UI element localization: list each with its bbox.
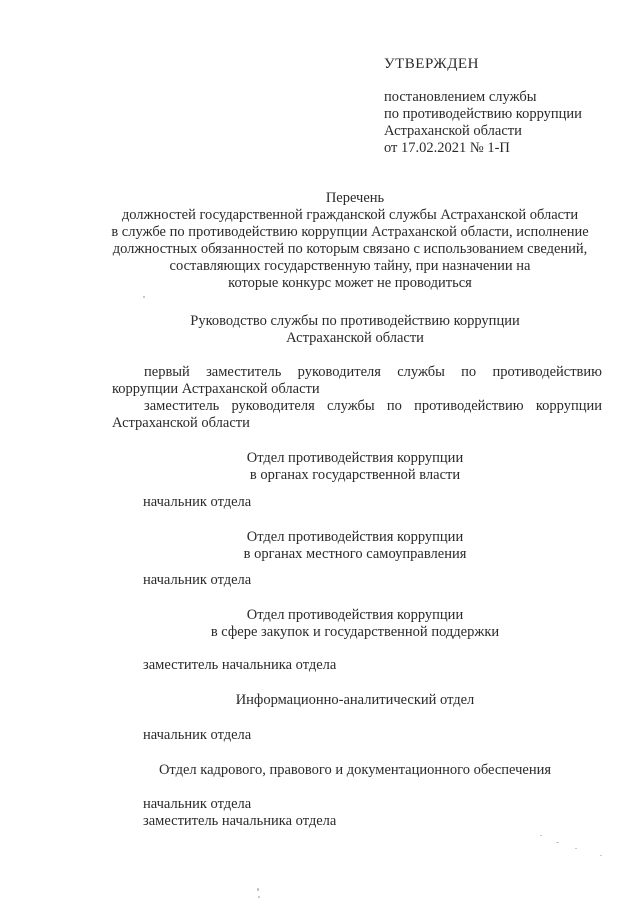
approval-block [384,56,624,157]
section-heading: Информационно-аналитический отдел [235,692,475,708]
position-item: заместитель начальника отдела [143,813,337,829]
position-item: начальник отдела [143,796,252,812]
section-heading: Отдел противодействия коррупции [246,450,464,466]
position-item: начальник отдела [143,494,252,510]
title-line: должностных обязанностей по которым связано с использованием сведений, [112,241,588,257]
section-heading: Отдел противодействия коррупции [246,529,464,545]
section-heading: Отдел кадрового, правового и документационного обеспечения [158,762,552,778]
section-heading: Руководство службы по противодействию коррупции [190,313,520,329]
section-heading: в органах местного самоуправления [243,546,467,562]
position-item: начальник отдела [143,572,252,588]
section-heading: в сфере закупок и государственной поддержки [210,624,500,640]
approval-line: по противодействию коррупции [384,106,582,122]
scan-speck [258,896,260,898]
section-heading: Астраханской области [286,330,424,346]
scan-speck [257,888,259,891]
scan-speck [575,848,577,849]
scan-speck [143,296,145,298]
title-line: должностей государственной гражданской службы Астраханской области [121,207,579,223]
approval-line: Астраханской области [384,123,522,139]
scan-speck [540,835,542,836]
title-line: составляющих государственную тайну, при назначении на [169,258,531,274]
title-line: в службе по противодействию коррупции Астраханской области, исполнение [111,224,589,240]
section-heading: в органах государственной власти [249,467,461,483]
section-heading: Отдел противодействия коррупции [246,607,464,623]
approval-date-number: от 17.02.2021 № 1-П [384,140,510,156]
scan-speck [600,855,602,856]
approval-heading: УТВЕРЖДЕН [384,56,479,72]
position-item: заместитель начальника отдела [143,657,337,673]
position-item: первый заместитель руководителя службы по противодействию коррупции Астраханской области [112,364,602,397]
document-title: Перечень [325,190,385,206]
scan-speck [556,842,559,843]
position-item: начальник отдела [143,727,252,743]
position-item: заместитель руководителя службы по противодействию коррупции Астраханской области [112,398,602,431]
approval-line: постановлением службы [384,89,537,105]
title-line: которые конкурс может не проводиться [228,275,472,291]
